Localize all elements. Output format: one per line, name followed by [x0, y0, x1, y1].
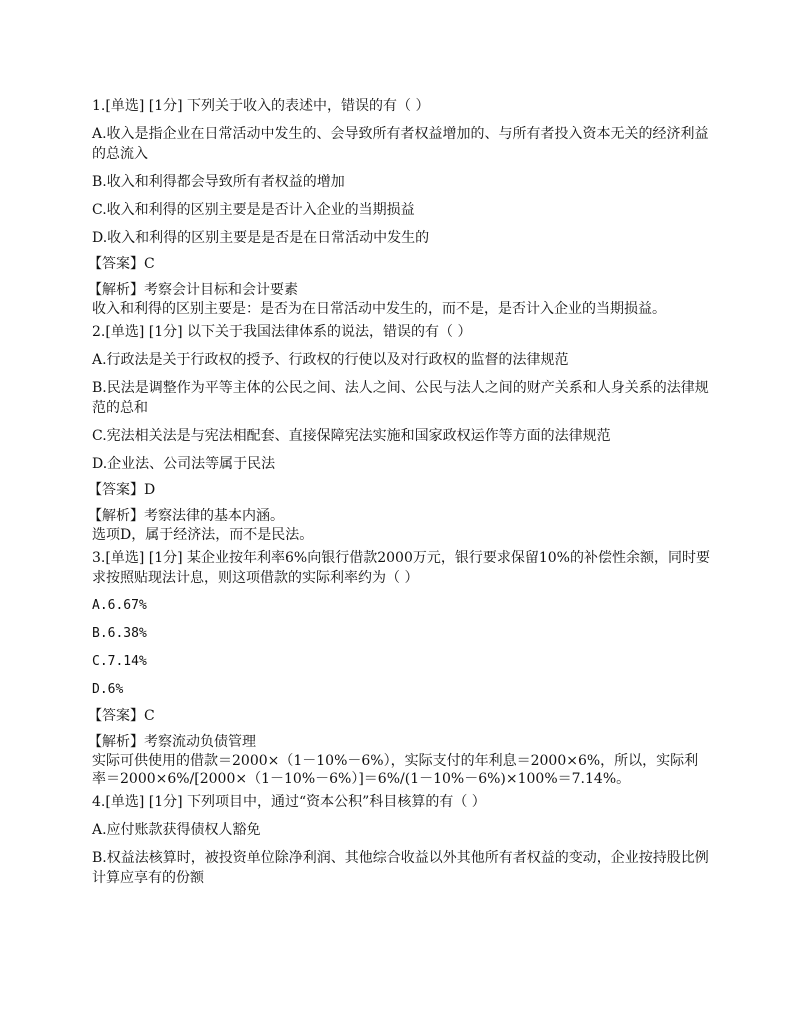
option-a: A.6.67% [92, 598, 147, 613]
option-b: B.权益法核算时，被投资单位除净利润、其他综合收益以外其他所有者权益的变动，企业按持股比例计算应享有的份额 [92, 850, 709, 886]
analysis-text: 选项D，属于经济法，而不是民法。 [92, 527, 314, 543]
option-c: C.宪法相关法是与宪法相配套、直接保障宪法实施和国家政权运作等方面的法律规范 [92, 428, 611, 444]
answer: 【答案】C [88, 708, 155, 724]
analysis-text: 实际可供使用的借款＝2000×（1－10%－6%），实际支付的年利息＝2000×6%，所以，实际利率＝2000×6%/[2000×（1－10%－6%）]＝6%/(1－10%－6%)×100%＝7.14%。 [92, 753, 699, 787]
analysis-text: 收入和利得的区别主要是：是否为在日常活动中发生的，而不是，是否计入企业的当期损益。 [92, 301, 666, 317]
analysis-heading: 【解析】考察会计目标和会计要素 [88, 282, 298, 298]
question-stem: 3.[单选] [1分] 某企业按年利率6%向银行借款2000万元，银行要求保留10%的补偿性余额，同时要求按照贴现法计息，则这项借款的实际利率约为（ ） [92, 550, 710, 586]
option-b: B.6.38% [92, 626, 147, 641]
option-d: D.收入和利得的区别主要是是否是在日常活动中发生的 [92, 230, 430, 246]
answer: 【答案】D [88, 482, 156, 498]
answer: 【答案】C [88, 256, 155, 272]
option-c: C.7.14% [92, 654, 147, 669]
question-4 [92, 792, 712, 888]
option-d: D.企业法、公司法等属于民法 [92, 456, 276, 472]
question-2 [88, 322, 712, 544]
question-stem: 1.[单选] [1分] 下列关于收入的表述中，错误的有（ ） [92, 98, 430, 114]
option-a: A.行政法是关于行政权的授予、行政权的行使以及对行政权的监督的法律规范 [92, 352, 569, 368]
question-3 [88, 548, 712, 788]
analysis-heading: 【解析】考察法律的基本内涵。 [88, 508, 284, 524]
document-body [88, 96, 712, 896]
option-a: A.收入是指企业在日常活动中发生的、会导致所有者权益增加的、与所有者投入资本无关的经济利益的总流入 [92, 126, 709, 162]
question-stem: 2.[单选] [1分] 以下关于我国法律体系的说法，错误的有（ ） [92, 324, 472, 340]
question-stem: 4.[单选] [1分] 下列项目中，通过“资本公积”科目核算的有（ ） [92, 794, 486, 810]
option-b: B.收入和利得都会导致所有者权益的增加 [92, 174, 345, 190]
option-d: D.6% [92, 682, 124, 697]
question-1 [88, 96, 712, 318]
option-a: A.应付账款获得债权人豁免 [92, 822, 261, 838]
analysis-heading: 【解析】考察流动负债管理 [88, 734, 256, 750]
option-c: C.收入和利得的区别主要是是否计入企业的当期损益 [92, 202, 415, 218]
option-b: B.民法是调整作为平等主体的公民之间、法人之间、公民与法人之间的财产关系和人身关系的法律规范的总和 [92, 380, 709, 416]
